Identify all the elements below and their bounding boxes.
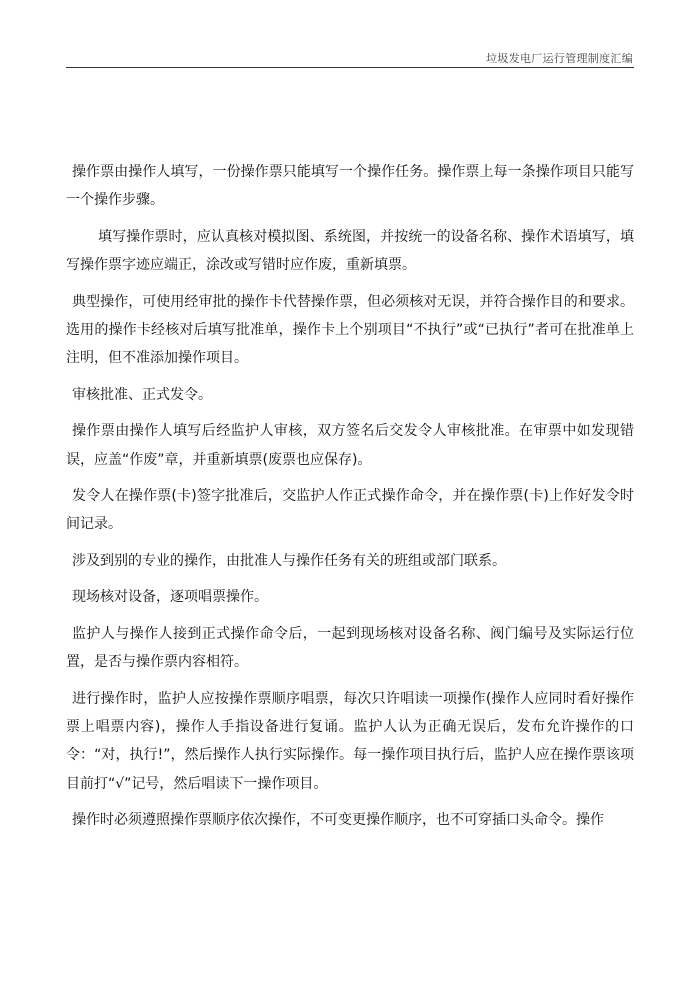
paragraph-cross-department: 涉及到别的专业的操作，由批准人与操作任务有关的班组或部门联系。: [72, 552, 506, 569]
paragraph-onsite-check-heading: 现场核对设备，逐项唱票操作。: [72, 589, 268, 606]
paragraph-typical-operation: 典型操作，可使用经审批的操作卡代替操作票，但必须核对无误，并符合操作目的和要求。选用的操作卡经核对后填写批准单，操作卡上个别项目“不执行”或“已执行”者可在批准单上注明，但不准添加操作项目。: [66, 293, 634, 367]
paragraph-execution-procedure: 进行操作时，监护人应按操作票顺序唱票，每次只许唱读一项操作(操作人应同时看好操作票上唱票内容)，操作人手指设备进行复诵。监护人认为正确无误后，发布允许操作的口令：“对，执行!”，然后操作人执行实际操作。每一操作项目执行后，监护人应在操作票该项目前打“√”记号，然后唱读下一操作项目。: [66, 690, 634, 792]
paragraph-review-approval: 操作票由操作人填写后经监护人审核，双方签名后交发令人审核批准。在审票中如发现错误，应盖“作废”章，并重新填票(废票也应保存)。: [66, 423, 634, 468]
paragraph-command-issuing: 发令人在操作票(卡)签字批准后，交监护人作正式操作命令，并在操作票(卡)上作好发令时间记录。: [66, 488, 634, 533]
paragraph-onsite-verification: 监护人与操作人接到正式操作命令后，一起到现场核对设备名称、阀门编号及实际运行位置，是否与操作票内容相符。: [66, 625, 634, 671]
paragraph-operation-ticket-filling: 操作票由操作人填写，一份操作票只能填写一个操作任务。操作票上每一条操作项目只能写一个操作步骤。: [66, 164, 634, 209]
paragraph-approval-heading: 审核批准、正式发令。: [72, 386, 212, 403]
paragraph-ticket-checking: 填写操作票时，应认真核对模拟图、系统图，并按统一的设备名称、操作术语填写，填写操作票字迹应端正，涂改或写错时应作废，重新填票。: [66, 228, 634, 274]
paragraph-sequence-rule: 操作时必须遵照操作票顺序依次操作，不可变更操作顺序，也不可穿插口头命令。操作: [72, 812, 604, 829]
document-body: [66, 158, 634, 843]
running-header-title: 垃圾发电厂运行管理制度汇编: [486, 52, 633, 65]
header-divider: [66, 67, 634, 68]
